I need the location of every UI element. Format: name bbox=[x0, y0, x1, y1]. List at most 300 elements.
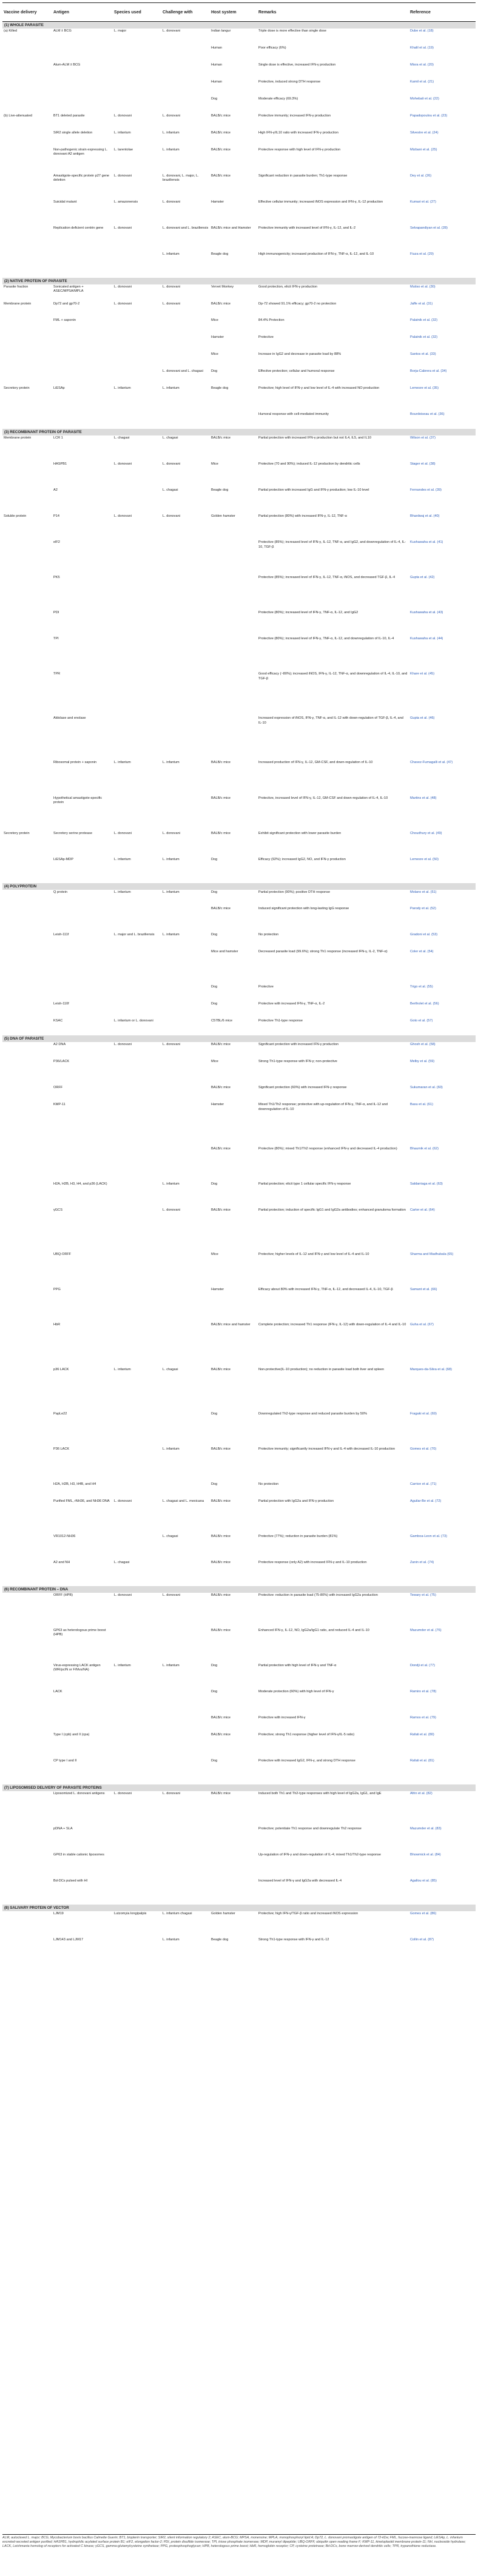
reference-cell[interactable]: Coler et al. (54) bbox=[410, 950, 434, 954]
table-cell: Mice and hamster bbox=[211, 950, 238, 954]
reference-cell[interactable]: Gupta et al. (42) bbox=[410, 576, 435, 580]
table-cell bbox=[210, 671, 257, 673]
reference-cell[interactable]: Dube et al. (18) bbox=[410, 29, 434, 33]
table-row bbox=[2, 906, 476, 932]
table-cell: Increased expression of iNOS, IFN-γ, TNF-α, and IL-12 with down-regulation of TGF-β, IL-4, and IL-10 bbox=[258, 716, 403, 725]
table-cell: Golden hamster bbox=[211, 1911, 235, 1915]
table-cell: L. donovani bbox=[114, 1593, 132, 1597]
table-cell bbox=[2, 1826, 52, 1828]
table-cell bbox=[113, 671, 161, 673]
table-cell bbox=[2, 1208, 52, 1209]
table-cell: L. donovani bbox=[163, 462, 180, 466]
table-cell bbox=[2, 1182, 52, 1183]
table-cell bbox=[113, 1937, 161, 1939]
reference-cell[interactable]: Misra et al. (20) bbox=[410, 62, 434, 67]
table-cell: Replication deficient centrin gene bbox=[53, 226, 104, 230]
reference-cell[interactable]: Rafati et al. (81) bbox=[410, 1758, 434, 1763]
table-cell bbox=[2, 671, 52, 673]
table-cell bbox=[210, 575, 257, 576]
table-cell bbox=[2, 1499, 52, 1500]
table-cell: Protective (85%); increased level of IFN-γ, IL-12, TNF-α, and IgG2, and downregulation of IL-4, IL-10, TGF-β bbox=[258, 540, 406, 549]
table-cell bbox=[210, 540, 257, 541]
reference-cell[interactable]: Ghosh et al. (58) bbox=[410, 1043, 436, 1047]
table-cell: L. major bbox=[114, 29, 127, 33]
section-heading: (6) RECOMBINANT PROTEIN – DNA bbox=[2, 1586, 476, 1593]
reference-cell[interactable]: Mizbani et al. (25) bbox=[410, 147, 437, 152]
section-heading: (3) RECOMBINANT PROTEIN OF PARASITE bbox=[2, 429, 476, 435]
table-cell: (a) Killed bbox=[4, 29, 18, 33]
table-row bbox=[2, 1663, 476, 1689]
reference-cell[interactable]: Melby et al. (59) bbox=[410, 1060, 435, 1064]
table-cell: Protective bbox=[258, 335, 274, 340]
table-row bbox=[2, 29, 476, 45]
table-row bbox=[2, 1499, 476, 1534]
table-cell bbox=[161, 540, 210, 541]
table-cell bbox=[113, 636, 161, 637]
table-row bbox=[2, 284, 476, 301]
table-cell: BALB/c mice bbox=[211, 301, 231, 306]
table-cell: BALB/c mice bbox=[211, 1043, 231, 1047]
table-row bbox=[2, 1287, 476, 1322]
table-cell: Protective; high IFN-γ/TGF-β ratio and increased iNOS expression bbox=[258, 1911, 358, 1915]
table-cell: L. chagasi bbox=[114, 1560, 130, 1564]
table-cell: BALB/c mice and Hamster bbox=[211, 226, 251, 230]
table-cell: Protective response (only A2) with increased IFN-γ and IL-10 production bbox=[258, 1560, 367, 1564]
table-cell bbox=[113, 62, 161, 64]
table-cell: Protective (70 and 90%); induced IL-12 production by dendritic cells bbox=[258, 462, 360, 466]
section-heading: (2) NATIVE PROTEIN OF PARASITE bbox=[2, 278, 476, 284]
reference-cell[interactable]: Lemesre et al. (35) bbox=[410, 386, 439, 391]
table-row bbox=[2, 1252, 476, 1287]
reference-cell[interactable]: Trigo et al. (55) bbox=[410, 985, 433, 989]
reference-cell[interactable]: Fragaki et al. (69) bbox=[410, 1411, 437, 1416]
table-cell bbox=[2, 1447, 52, 1448]
table-cell bbox=[161, 1059, 210, 1060]
reference-cell[interactable]: Collin et al. (87) bbox=[410, 1937, 434, 1942]
reference-cell[interactable]: Dondji et al. (77) bbox=[410, 1663, 436, 1667]
table-cell: L. infantum bbox=[163, 130, 180, 135]
table-cell bbox=[113, 1001, 161, 1003]
reference-cell[interactable]: Gomes et al. (70) bbox=[410, 1447, 437, 1451]
table-cell bbox=[2, 1852, 52, 1854]
table-cell bbox=[113, 1852, 161, 1854]
table-cell: L. infantum bbox=[163, 1447, 180, 1451]
reference-cell[interactable]: Martins et al. (48) bbox=[410, 796, 437, 800]
table-row bbox=[2, 1715, 476, 1732]
table-cell: Moderate protection (60%) with high level of IFN-γ bbox=[258, 1689, 334, 1693]
table-cell: L. donovani and L. chagasi bbox=[163, 369, 203, 374]
table-cell: Complete protection; increased Th1 response (IFN-γ, IL-12) with down-regulation of IL-4 and IL-10 bbox=[258, 1323, 406, 1327]
table-row bbox=[2, 540, 476, 575]
table-cell: Mice bbox=[211, 318, 218, 323]
reference-cell[interactable]: Palatnik et al. (32) bbox=[410, 335, 438, 340]
table-cell bbox=[113, 1715, 161, 1717]
table-cell bbox=[113, 1208, 161, 1209]
table-row bbox=[2, 949, 476, 984]
table-cell: L. donovani bbox=[114, 1499, 132, 1503]
table-cell: L. infantum bbox=[163, 252, 180, 256]
table-cell: LiESAp bbox=[53, 386, 65, 391]
reference-cell[interactable]: Mazumder et al. (83) bbox=[410, 1826, 442, 1831]
table-row bbox=[2, 890, 476, 907]
reference-cell[interactable]: Bhardwaj et al. (40) bbox=[410, 514, 440, 519]
table-cell: Significant protection with increased IFN-γ production bbox=[258, 1043, 339, 1047]
reference-cell[interactable]: Chavez-Fumagalli et al. (47) bbox=[410, 761, 453, 765]
table-cell: TPI bbox=[53, 637, 59, 641]
table-row bbox=[2, 462, 476, 488]
table-cell: BALB/c mice bbox=[211, 1732, 231, 1737]
reference-cell[interactable]: Borja-Cabrera et al. (34) bbox=[410, 369, 447, 374]
table-cell: BALB/c mice bbox=[211, 1086, 231, 1090]
reference-cell[interactable]: Gomes et al. (86) bbox=[410, 1911, 437, 1915]
table-row bbox=[2, 252, 476, 278]
table-cell bbox=[210, 1878, 257, 1880]
table-row bbox=[2, 831, 476, 857]
table-cell: Protective immunity; significantly increased IFN-γ and IL-4 with decreased IL-10 production bbox=[258, 1447, 396, 1451]
table-cell: PDI bbox=[53, 611, 59, 615]
table-cell: Dog bbox=[211, 1002, 218, 1006]
table-cell: Up-regulation of IFN-γ and down-regulation of IL-4; mixed Th1/Th2-type response bbox=[258, 1852, 381, 1857]
table-cell: L. infantum bbox=[163, 1663, 180, 1667]
reference-cell[interactable]: Dey et al. (26) bbox=[410, 173, 432, 178]
table-cell: L. chagasi bbox=[163, 436, 178, 440]
table-cell: L. donovani bbox=[163, 1791, 180, 1795]
reference-cell[interactable]: Mutiso et al. (30) bbox=[410, 284, 436, 289]
table-cell: BALB/c mice bbox=[211, 1593, 231, 1597]
table-cell: No protection bbox=[258, 933, 279, 937]
table-cell: H2A, H2B, H3, H4B, and H4 bbox=[53, 1482, 96, 1486]
table-cell: Mice bbox=[211, 462, 218, 466]
reference-cell[interactable]: Goto et al. (57) bbox=[410, 1019, 433, 1023]
table-cell bbox=[52, 369, 113, 370]
column-header: Challenge with bbox=[163, 10, 193, 15]
table-cell bbox=[2, 1791, 52, 1792]
table-cell: Mice bbox=[211, 1060, 218, 1064]
table-row bbox=[2, 335, 476, 352]
table-cell: Suicidal mutant bbox=[53, 200, 77, 204]
table-cell bbox=[52, 352, 113, 353]
reference-cell[interactable]: Mohebali et al. (22) bbox=[410, 96, 439, 101]
table-cell: HbR bbox=[53, 1323, 61, 1327]
table-row bbox=[2, 45, 476, 62]
section-heading: (5) DNA OF PARASITE bbox=[2, 1035, 476, 1042]
table-row bbox=[2, 932, 476, 949]
table-cell: Dog bbox=[211, 890, 218, 894]
table-cell: Dp72 and gp70-2 bbox=[53, 301, 80, 306]
table-cell bbox=[113, 1146, 161, 1148]
reference-cell[interactable]: Ramiro et al. (78) bbox=[410, 1689, 437, 1693]
reference-cell[interactable]: Mazumder et al. (76) bbox=[410, 1628, 442, 1632]
reference-cell[interactable]: Bhowmick et al. (84) bbox=[410, 1852, 441, 1857]
table-cell: Mice bbox=[211, 1253, 218, 1257]
table-cell: Type I (cpb) and II (cpa) bbox=[53, 1732, 90, 1737]
reference-cell[interactable]: Gamboa-Leon et al. (73) bbox=[410, 1534, 447, 1538]
table-cell: BALB/c mice bbox=[211, 1791, 231, 1795]
table-cell: L. infantum or L. donovani bbox=[114, 1019, 153, 1023]
table-cell: Soluble protein bbox=[4, 514, 27, 519]
table-cell bbox=[113, 412, 161, 413]
table-row bbox=[2, 575, 476, 610]
table-row bbox=[2, 1085, 476, 1102]
table-cell bbox=[161, 412, 210, 413]
table-cell: ALM ± BCG bbox=[53, 29, 72, 33]
table-cell: L. chagasi bbox=[163, 1534, 178, 1538]
table-cell bbox=[2, 906, 52, 907]
reference-cell[interactable]: Choudhury et al. (49) bbox=[410, 831, 442, 835]
table-cell: PK5 bbox=[53, 576, 60, 580]
table-cell: KSAC bbox=[53, 1019, 63, 1023]
table-cell: Ribosomal protein + saponin bbox=[53, 761, 97, 765]
reference-cell[interactable]: Parody et al. (52) bbox=[410, 907, 436, 911]
table-cell bbox=[2, 932, 52, 933]
table-cell: L. infantum bbox=[163, 857, 180, 861]
table-cell bbox=[2, 318, 52, 319]
table-cell: L. infantum bbox=[114, 130, 131, 135]
table-cell: LACK bbox=[53, 1689, 62, 1693]
reference-cell[interactable]: Samant et al. (66) bbox=[410, 1288, 437, 1292]
table-row bbox=[2, 435, 476, 462]
table-cell bbox=[2, 1042, 52, 1043]
reference-cell[interactable]: Papadopoulou et al. (23) bbox=[410, 113, 448, 118]
table-cell: Poor efficacy (6%) bbox=[258, 45, 286, 50]
table-cell bbox=[161, 1252, 210, 1253]
table-cell: Humoral response with cell-mediated immunity bbox=[258, 412, 329, 417]
table-cell: No protection bbox=[258, 1482, 279, 1486]
reference-cell[interactable]: Fiuza et al. (29) bbox=[410, 252, 434, 256]
table-header bbox=[2, 2, 476, 22]
table-row bbox=[2, 1411, 476, 1447]
reference-cell[interactable]: Molano et al. (51) bbox=[410, 890, 437, 894]
table-row bbox=[2, 857, 476, 883]
table-cell bbox=[52, 949, 113, 950]
table-cell: Human bbox=[211, 62, 223, 67]
table-cell bbox=[161, 671, 210, 673]
table-cell bbox=[2, 760, 52, 761]
table-cell: BALB/c mice bbox=[211, 436, 231, 440]
table-cell: LiESAp-MDP bbox=[53, 857, 73, 861]
reference-cell[interactable]: Bertholet et al. (56) bbox=[410, 1002, 439, 1006]
table-cell: C57BL/6 mice bbox=[211, 1019, 233, 1023]
table-cell: H2A, H2B, H3, H4, and p36 (LACK) bbox=[53, 1182, 107, 1186]
table-cell bbox=[2, 412, 52, 413]
reference-cell[interactable]: Gradoni et al. (53) bbox=[410, 933, 438, 937]
table-cell: BALB/c mice bbox=[211, 1208, 231, 1212]
table-row bbox=[2, 1758, 476, 1784]
reference-cell[interactable]: Carrion et al. (71) bbox=[410, 1482, 437, 1486]
table-cell bbox=[113, 45, 161, 47]
table-cell: Partial protection; elicit type 1 cellular specific IFN-γ response bbox=[258, 1182, 351, 1186]
table-cell bbox=[2, 1367, 52, 1368]
table-cell: Effective protection; cellular and humoral response bbox=[258, 369, 335, 374]
table-cell bbox=[2, 1001, 52, 1003]
table-cell bbox=[113, 1447, 161, 1448]
table-cell bbox=[161, 610, 210, 611]
reference-cell[interactable]: Fernandes et al. (39) bbox=[410, 488, 442, 493]
table-cell: L. amazonensis bbox=[114, 200, 138, 204]
table-cell bbox=[2, 1252, 52, 1253]
table-cell: Dog bbox=[211, 1663, 218, 1667]
table-cell: BALB/c mice bbox=[211, 761, 231, 765]
table-cell: Virus-expressing LACK antigen (WR/pcIN or F/Mvs/NA) bbox=[53, 1663, 101, 1672]
table-cell: Parasite fraction bbox=[4, 284, 29, 289]
table-cell bbox=[2, 796, 52, 797]
reference-cell[interactable]: Afrin et al. (82) bbox=[410, 1791, 433, 1795]
section-heading: (7) LIPOSOMISED DELIVERY OF PARASITE PROTEINS bbox=[2, 1784, 476, 1791]
table-cell: Non-protective(IL-10 production); no reduction in parasite load both liver and spleen bbox=[258, 1367, 385, 1371]
table-cell bbox=[161, 1715, 210, 1717]
table-cell: BALB/c mice bbox=[211, 1499, 231, 1503]
reference-cell[interactable]: Lemesre et al. (50) bbox=[410, 857, 439, 861]
table-cell bbox=[113, 716, 161, 717]
table-cell bbox=[2, 1715, 52, 1717]
reference-cell[interactable]: Kushawaha et al. (43) bbox=[410, 611, 443, 615]
table-cell: Partial protection with high level of IFN-γ and TNF-α bbox=[258, 1663, 337, 1667]
reference-cell[interactable]: Basu et al. (61) bbox=[410, 1103, 433, 1107]
table-cell bbox=[2, 1287, 52, 1288]
table-cell: Protective; strong Th1 response (higher level of IFN-γ/IL-5 ratio) bbox=[258, 1732, 355, 1737]
table-cell: LJM19 bbox=[53, 1911, 64, 1915]
table-row bbox=[2, 716, 476, 760]
table-cell: BALB/c mice bbox=[211, 147, 231, 152]
table-cell: Downregulated Th2-type response and reduced parasite burden by 50% bbox=[258, 1411, 368, 1416]
table-row bbox=[2, 113, 476, 130]
table-row bbox=[2, 412, 476, 429]
table-cell bbox=[161, 1758, 210, 1760]
reference-cell[interactable]: Khalil et al. (19) bbox=[410, 45, 434, 50]
table-cell: High immunogenicity; increased production of IFN-γ, TNF-α, IL-12, and IL-10 bbox=[258, 252, 374, 256]
table-cell: Protective (80%); mixed Th1/Th2 response (enhanced IFN-γ and decreased IL-4 production) bbox=[258, 1147, 397, 1151]
reference-cell[interactable]: Bourdoiseau et al. (36) bbox=[410, 412, 445, 417]
table-cell bbox=[2, 1102, 52, 1103]
table-cell: P14 bbox=[53, 514, 59, 519]
table-cell: Protective with increased IgG2, IFN-γ, and strong DTH response bbox=[258, 1758, 355, 1763]
table-cell bbox=[161, 1852, 210, 1854]
reference-cell[interactable]: Kushawaha et al. (44) bbox=[410, 637, 443, 641]
reference-cell[interactable]: Kushawaha et al. (41) bbox=[410, 540, 443, 545]
table-cell bbox=[2, 716, 52, 717]
table-cell bbox=[113, 1878, 161, 1880]
table-row bbox=[2, 1322, 476, 1367]
table-cell bbox=[113, 984, 161, 986]
table-cell: L. infantum bbox=[163, 761, 180, 765]
table-cell: L. donovani bbox=[163, 1208, 180, 1212]
table-cell bbox=[113, 949, 161, 950]
table-row bbox=[2, 1447, 476, 1482]
table-cell bbox=[210, 610, 257, 611]
table-cell: Beagle dog bbox=[211, 1937, 229, 1942]
table-cell: Protective response with high level of IFN-γ production bbox=[258, 147, 341, 152]
table-cell: Human bbox=[211, 79, 223, 84]
reference-cell[interactable]: Kumari et al. (27) bbox=[410, 200, 436, 204]
table-cell bbox=[113, 1182, 161, 1183]
reference-cell[interactable]: Marques-da-Silva et al. (68) bbox=[410, 1367, 453, 1371]
table-cell: L. chagasi and L. mexicana bbox=[163, 1499, 204, 1503]
table-cell: ORFF (HPB) bbox=[53, 1593, 73, 1597]
reference-cell[interactable]: Zanin et al. (74) bbox=[410, 1560, 434, 1564]
reference-cell[interactable]: Jaffe et al. (31) bbox=[410, 301, 433, 306]
reference-cell[interactable]: Gupta et al. (46) bbox=[410, 716, 435, 721]
table-cell bbox=[113, 1689, 161, 1690]
reference-cell[interactable]: Palatnik et al. (32) bbox=[410, 318, 438, 323]
reference-cell[interactable]: Wilson et al. (37) bbox=[410, 436, 436, 440]
reference-cell[interactable]: Kamil et al. (21) bbox=[410, 79, 434, 84]
reference-cell[interactable]: Ramos et al. (79) bbox=[410, 1715, 436, 1720]
table-cell: Partial protection (80%) with increased IFN-γ, IL-12, TNF-α bbox=[258, 514, 347, 519]
reference-cell[interactable]: Khare et al. (45) bbox=[410, 672, 435, 676]
reference-cell[interactable]: Sukumaran et al. (60) bbox=[410, 1086, 443, 1090]
table-cell: Dog bbox=[211, 96, 218, 101]
table-cell: Protective (77%); reduction in parasite burden (81%) bbox=[258, 1534, 338, 1538]
table-cell: GP63 in stable cationic liposomes bbox=[53, 1852, 104, 1857]
table-row bbox=[2, 1732, 476, 1758]
reference-cell[interactable]: Aguilar-Be et al. (72) bbox=[410, 1499, 442, 1503]
table-cell: L. donovani bbox=[114, 226, 132, 230]
table-cell: L. donovani bbox=[163, 29, 180, 33]
table-cell: Secretory protein bbox=[4, 831, 30, 835]
table-cell bbox=[113, 906, 161, 907]
table-cell bbox=[52, 79, 113, 81]
table-row bbox=[2, 1852, 476, 1878]
table-row bbox=[2, 352, 476, 369]
table-row bbox=[2, 318, 476, 335]
table-cell: HASPB1 bbox=[53, 462, 67, 466]
reference-cell[interactable]: Stager et al. (38) bbox=[410, 462, 436, 466]
table-cell bbox=[113, 1085, 161, 1086]
table-cell bbox=[161, 1482, 210, 1483]
table-cell: P36 LACK bbox=[53, 1447, 70, 1451]
reference-cell[interactable]: Saldarriaga et al. (63) bbox=[410, 1182, 443, 1186]
table-row bbox=[2, 514, 476, 540]
reference-cell[interactable]: Agallou et al. (85) bbox=[410, 1878, 437, 1883]
table-cell bbox=[2, 949, 52, 950]
column-header: Species used bbox=[114, 10, 141, 15]
reference-cell[interactable]: Sharma and Madhubala (65) bbox=[410, 1253, 454, 1257]
table-cell bbox=[2, 79, 52, 81]
table-cell: A2 and NH bbox=[53, 1560, 70, 1564]
reference-cell[interactable]: Carter et al. (64) bbox=[410, 1208, 435, 1212]
table-cell: Increase in IgG2 and decrease in parasite load by 88% bbox=[258, 352, 342, 357]
table-cell: L. infantum bbox=[163, 890, 180, 894]
table-cell: Protective (85%); increased level of IFN-γ, IL-12, TNF-α, iNOS, and decreased TGF-β, IL-4 bbox=[258, 576, 396, 580]
table-cell: Dog bbox=[211, 1411, 218, 1416]
table-cell: L. donovani bbox=[114, 514, 132, 519]
table-cell bbox=[2, 1758, 52, 1760]
table-row bbox=[2, 1937, 476, 1963]
table-cell bbox=[113, 1322, 161, 1323]
table-cell bbox=[2, 200, 52, 201]
table-cell: Liposomized L. donovani antigens bbox=[53, 1791, 105, 1795]
table-row bbox=[2, 796, 476, 831]
table-cell bbox=[161, 352, 210, 353]
table-cell bbox=[52, 412, 113, 413]
table-cell bbox=[2, 1689, 52, 1690]
reference-cell[interactable]: Santos et al. (33) bbox=[410, 352, 436, 357]
table-row bbox=[2, 369, 476, 386]
table-cell bbox=[2, 1911, 52, 1912]
table-cell: Non-pathogenic strain expressing L. donovani A2 antigen bbox=[53, 147, 108, 156]
reference-cell[interactable]: Tewary et al. (75) bbox=[410, 1593, 436, 1597]
reference-cell[interactable]: Silvestre et al. (24) bbox=[410, 130, 439, 135]
table-row bbox=[2, 984, 476, 1001]
table-cell: Triple dose is more effective than single dose bbox=[258, 29, 326, 33]
reference-cell[interactable]: Bhaumik et al. (62) bbox=[410, 1147, 439, 1151]
table-cell bbox=[52, 45, 113, 47]
reference-cell[interactable]: Guha et al. (67) bbox=[410, 1323, 434, 1327]
table-cell: L. donovani bbox=[163, 284, 180, 289]
table-cell: Q protein bbox=[53, 890, 68, 894]
reference-cell[interactable]: Selvapandiyan et al. (28) bbox=[410, 226, 448, 230]
reference-cell[interactable]: Rafati et al. (80) bbox=[410, 1732, 434, 1737]
